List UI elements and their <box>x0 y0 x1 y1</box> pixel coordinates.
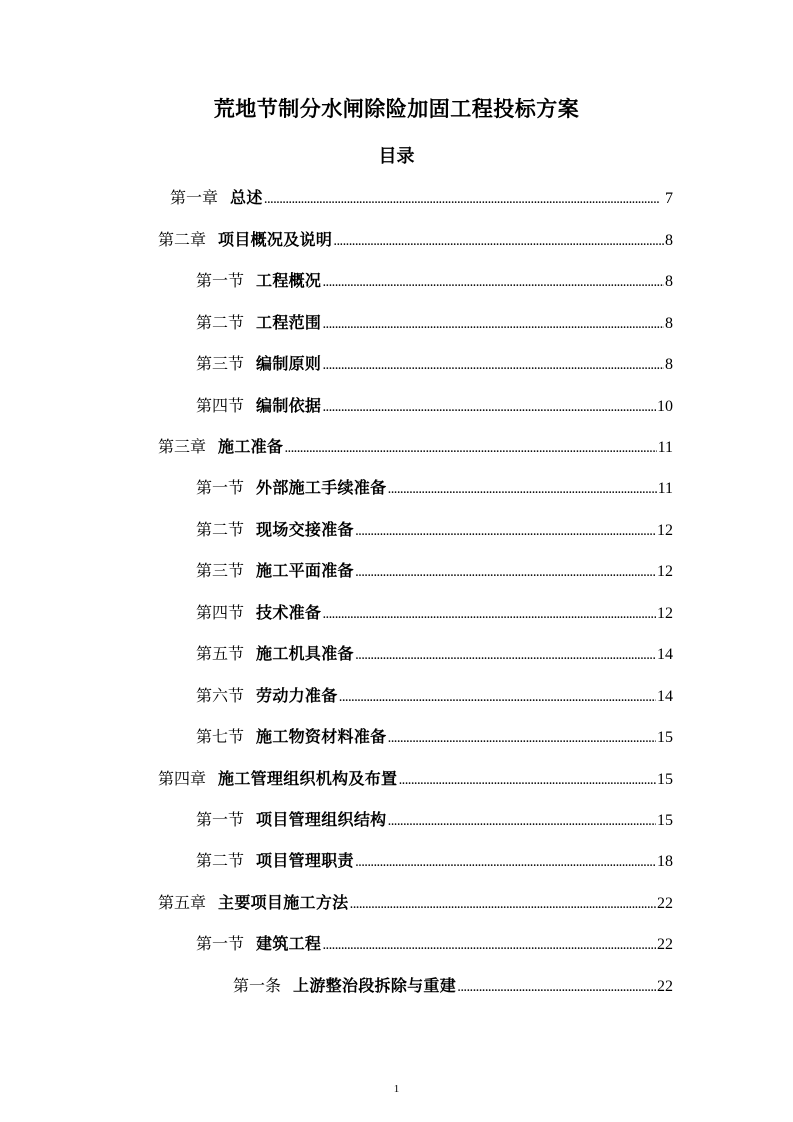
toc-entry[interactable] <box>158 891 673 915</box>
toc-label: 第三节 <box>196 561 245 580</box>
toc-label: 第二节 <box>196 851 245 870</box>
toc-label: 第一节 <box>196 934 245 953</box>
toc-title: 施工平面准备 <box>256 561 354 580</box>
toc-page: 8 <box>665 232 673 249</box>
toc-entry[interactable] <box>196 601 673 625</box>
toc-page: 8 <box>665 356 673 373</box>
toc-page: 11 <box>657 480 673 497</box>
toc-title: 施工准备 <box>218 437 284 456</box>
toc-leader <box>355 518 656 544</box>
toc-title: 总述 <box>230 188 263 207</box>
toc-page: 14 <box>657 688 673 705</box>
toc-page: 8 <box>665 273 673 290</box>
toc-label: 第五章 <box>158 893 207 912</box>
toc-leader <box>398 767 656 793</box>
toc-page: 22 <box>657 936 673 953</box>
toc-title: 施工物资材料准备 <box>256 727 387 746</box>
toc-leader <box>322 269 664 295</box>
toc-page: 14 <box>657 646 673 663</box>
toc-leader <box>387 476 656 502</box>
toc-title: 工程范围 <box>256 313 322 332</box>
toc-title: 工程概况 <box>256 271 322 290</box>
toc-page: 22 <box>657 978 673 995</box>
toc-page: 7 <box>665 190 673 207</box>
toc-label: 第四章 <box>158 769 207 788</box>
toc-label: 第四节 <box>196 603 245 622</box>
toc-title: 技术准备 <box>256 603 322 622</box>
toc-leader <box>457 974 656 1000</box>
toc-leader <box>355 849 656 875</box>
toc-leader <box>333 228 664 254</box>
document-title: 荒地节制分水闸除险加固工程投标方案 <box>213 97 580 121</box>
toc-entry[interactable] <box>196 725 673 749</box>
toc-leader <box>284 435 656 461</box>
toc-page: 12 <box>657 522 673 539</box>
toc-label: 第三节 <box>196 354 245 373</box>
toc-page: 10 <box>657 398 673 415</box>
toc-title: 编制依据 <box>256 396 322 415</box>
toc-page: 8 <box>665 315 673 332</box>
toc-leader <box>387 808 656 834</box>
toc-label: 第六节 <box>196 686 245 705</box>
toc-label: 第一条 <box>233 976 282 995</box>
toc-label: 第二章 <box>158 230 207 249</box>
toc-page: 15 <box>657 729 673 746</box>
toc-leader <box>322 601 656 627</box>
toc-title: 项目概况及说明 <box>218 230 333 249</box>
toc-entry[interactable] <box>158 228 673 252</box>
toc-label: 第三章 <box>158 437 207 456</box>
toc-entry[interactable] <box>158 435 673 459</box>
toc-leader <box>322 352 664 378</box>
toc-leader <box>322 932 656 958</box>
toc-title: 项目管理组织结构 <box>256 810 387 829</box>
toc-label: 第二节 <box>196 313 245 332</box>
toc-title: 上游整治段拆除与重建 <box>293 976 457 995</box>
toc-leader <box>355 559 656 585</box>
toc-title: 现场交接准备 <box>256 520 354 539</box>
toc-title: 主要项目施工方法 <box>218 893 349 912</box>
toc-entry[interactable] <box>196 518 673 542</box>
toc-heading: 目录 <box>378 146 415 167</box>
toc-title: 项目管理职责 <box>256 851 354 870</box>
toc-title: 外部施工手续准备 <box>256 478 387 497</box>
toc-entry[interactable] <box>158 767 673 791</box>
toc-entry[interactable] <box>196 476 673 500</box>
toc-entry[interactable] <box>233 974 673 998</box>
toc-page: 12 <box>657 563 673 580</box>
toc-entry[interactable] <box>196 269 673 293</box>
toc-page: 11 <box>657 439 673 456</box>
toc-leader <box>322 394 656 420</box>
toc-label: 第七节 <box>196 727 245 746</box>
toc-page: 12 <box>657 605 673 622</box>
toc-entry[interactable] <box>196 849 673 873</box>
toc-entry[interactable] <box>196 394 673 418</box>
toc-title: 建筑工程 <box>256 934 322 953</box>
toc-leader <box>264 186 664 212</box>
toc-leader <box>322 311 664 337</box>
toc-entry[interactable] <box>196 311 673 335</box>
toc-label: 第五节 <box>196 644 245 663</box>
toc-page: 18 <box>657 853 673 870</box>
toc-leader <box>349 891 656 917</box>
toc-label: 第一章 <box>170 188 219 207</box>
toc-page: 15 <box>657 812 673 829</box>
toc-label: 第一节 <box>196 478 245 497</box>
toc-entry[interactable] <box>196 352 673 376</box>
page-number: 1 <box>393 1083 400 1095</box>
toc-entry[interactable] <box>196 808 673 832</box>
toc-title: 编制原则 <box>256 354 322 373</box>
toc-page: 22 <box>657 895 673 912</box>
toc-entry[interactable] <box>196 559 673 583</box>
toc-entry[interactable] <box>196 684 673 708</box>
toc-title: 劳动力准备 <box>256 686 338 705</box>
toc-leader <box>339 684 656 710</box>
toc-entry[interactable] <box>196 932 673 956</box>
toc-label: 第一节 <box>196 271 245 290</box>
toc-leader <box>355 642 656 668</box>
toc-label: 第一节 <box>196 810 245 829</box>
toc-page: 15 <box>657 771 673 788</box>
toc-leader <box>387 725 656 751</box>
toc-entry[interactable] <box>170 186 673 210</box>
toc-title: 施工管理组织机构及布置 <box>218 769 398 788</box>
toc-label: 第二节 <box>196 520 245 539</box>
toc-label: 第四节 <box>196 396 245 415</box>
toc-entry[interactable] <box>196 642 673 666</box>
toc-title: 施工机具准备 <box>256 644 354 663</box>
